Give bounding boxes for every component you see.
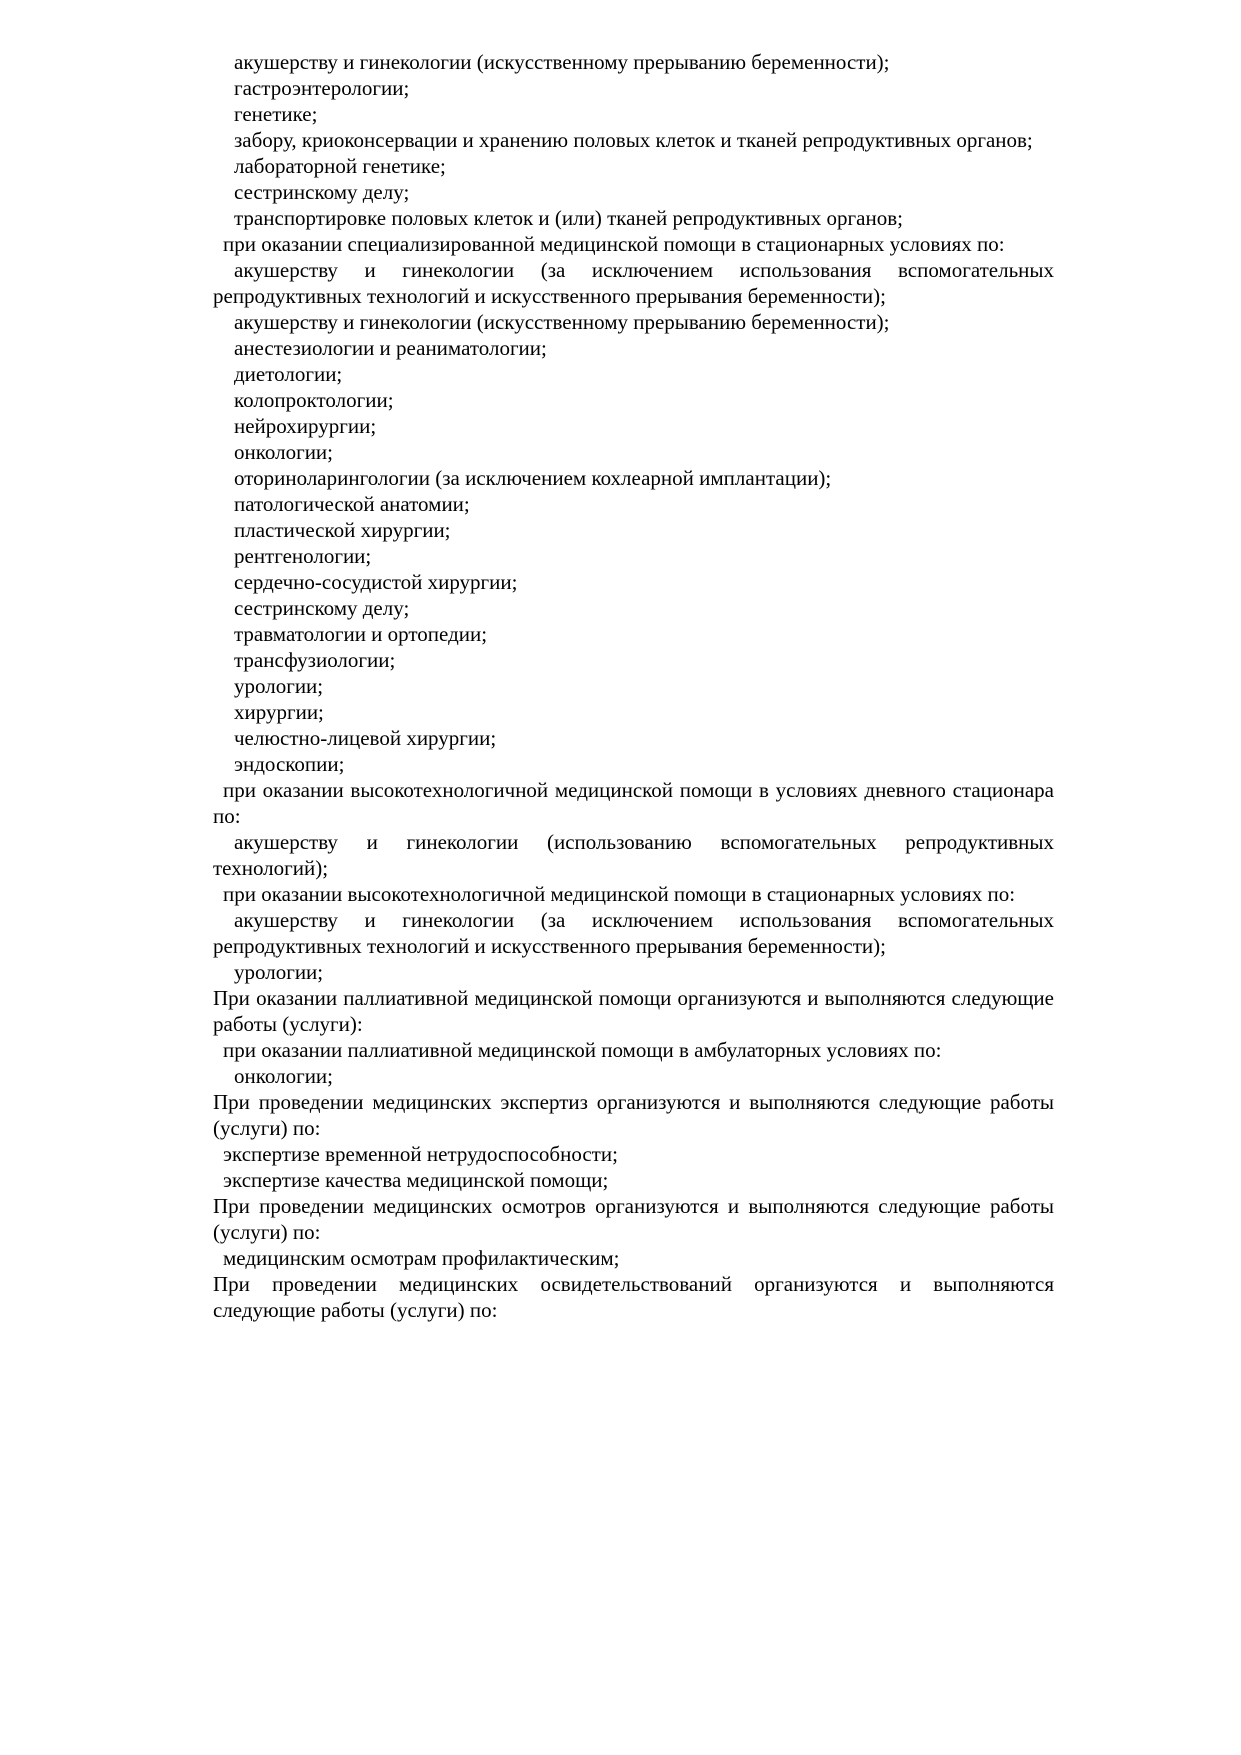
paragraph: при оказании высокотехнологичной медицинской помощи в стационарных условиях по: [223,882,1016,906]
paragraph: при оказании высокотехнологичной медицинской помощи в условиях дневного стационара по: [213,778,1054,828]
paragraph: транспортировке половых клеток и (или) тканей репродуктивных органов; [234,206,903,230]
paragraph: При проведении медицинских экспертиз организуются и выполняются следующие работы (услуги) по: [213,1090,1054,1140]
paragraph: экспертизе качества медицинской помощи; [223,1168,609,1192]
paragraph: акушерству и гинекологии (за исключением использования вспомогательных репродуктивных технологий и искусственного прерывания беременности); [213,258,1054,308]
paragraph: хирургии; [234,700,324,724]
paragraph: акушерству и гинекологии (искусственному прерыванию беременности); [234,50,890,74]
paragraph: трансфузиологии; [234,648,396,672]
paragraph: акушерству и гинекологии (использованию вспомогательных репродуктивных технологий); [213,830,1054,880]
paragraph: пластической хирургии; [234,518,451,542]
paragraph: лабораторной генетике; [234,154,446,178]
paragraph: оториноларингологии (за исключением кохлеарной имплантации); [234,466,832,490]
paragraph: челюстно-лицевой хирургии; [234,726,497,750]
paragraph: генетике; [234,102,318,126]
paragraph: урологии; [234,960,324,984]
paragraph: сестринскому делу; [234,180,410,204]
paragraph: забору, криоконсервации и хранению половых клеток и тканей репродуктивных органов; [234,128,1033,152]
paragraph: колопроктологии; [234,388,394,412]
paragraph: медицинским осмотрам профилактическим; [223,1246,620,1270]
paragraph: При проведении медицинских освидетельствований организуются и выполняются следующие работы (услуги) по: [213,1272,1054,1322]
paragraph: урологии; [234,674,324,698]
paragraph: при оказании специализированной медицинской помощи в стационарных условиях по: [223,232,1005,256]
paragraph: сестринскому делу; [234,596,410,620]
paragraph: анестезиологии и реаниматологии; [234,336,547,360]
paragraph: нейрохирургии; [234,414,377,438]
paragraph: рентгенологии; [234,544,372,568]
paragraph: диетологии; [234,362,343,386]
paragraph: акушерству и гинекологии (за исключением использования вспомогательных репродуктивных технологий и искусственного прерывания беременности); [213,908,1054,958]
paragraph: экспертизе временной нетрудоспособности; [223,1142,618,1166]
paragraph: При оказании паллиативной медицинской помощи организуются и выполняются следующие работы (услуги): [213,986,1054,1036]
paragraph: травматологии и ортопедии; [234,622,488,646]
paragraph: сердечно-сосудистой хирургии; [234,570,518,594]
document-body [213,49,1054,1323]
paragraph: онкологии; [234,1064,334,1088]
paragraph: эндоскопии; [234,752,345,776]
paragraph: патологической анатомии; [234,492,470,516]
paragraph: онкологии; [234,440,334,464]
paragraph: при оказании паллиативной медицинской помощи в амбулаторных условиях по: [223,1038,942,1062]
paragraph: гастроэнтерологии; [234,76,410,100]
document-page [213,49,1054,1323]
paragraph: акушерству и гинекологии (искусственному прерыванию беременности); [234,310,890,334]
paragraph: При проведении медицинских осмотров организуются и выполняются следующие работы (услуги) по: [213,1194,1054,1244]
